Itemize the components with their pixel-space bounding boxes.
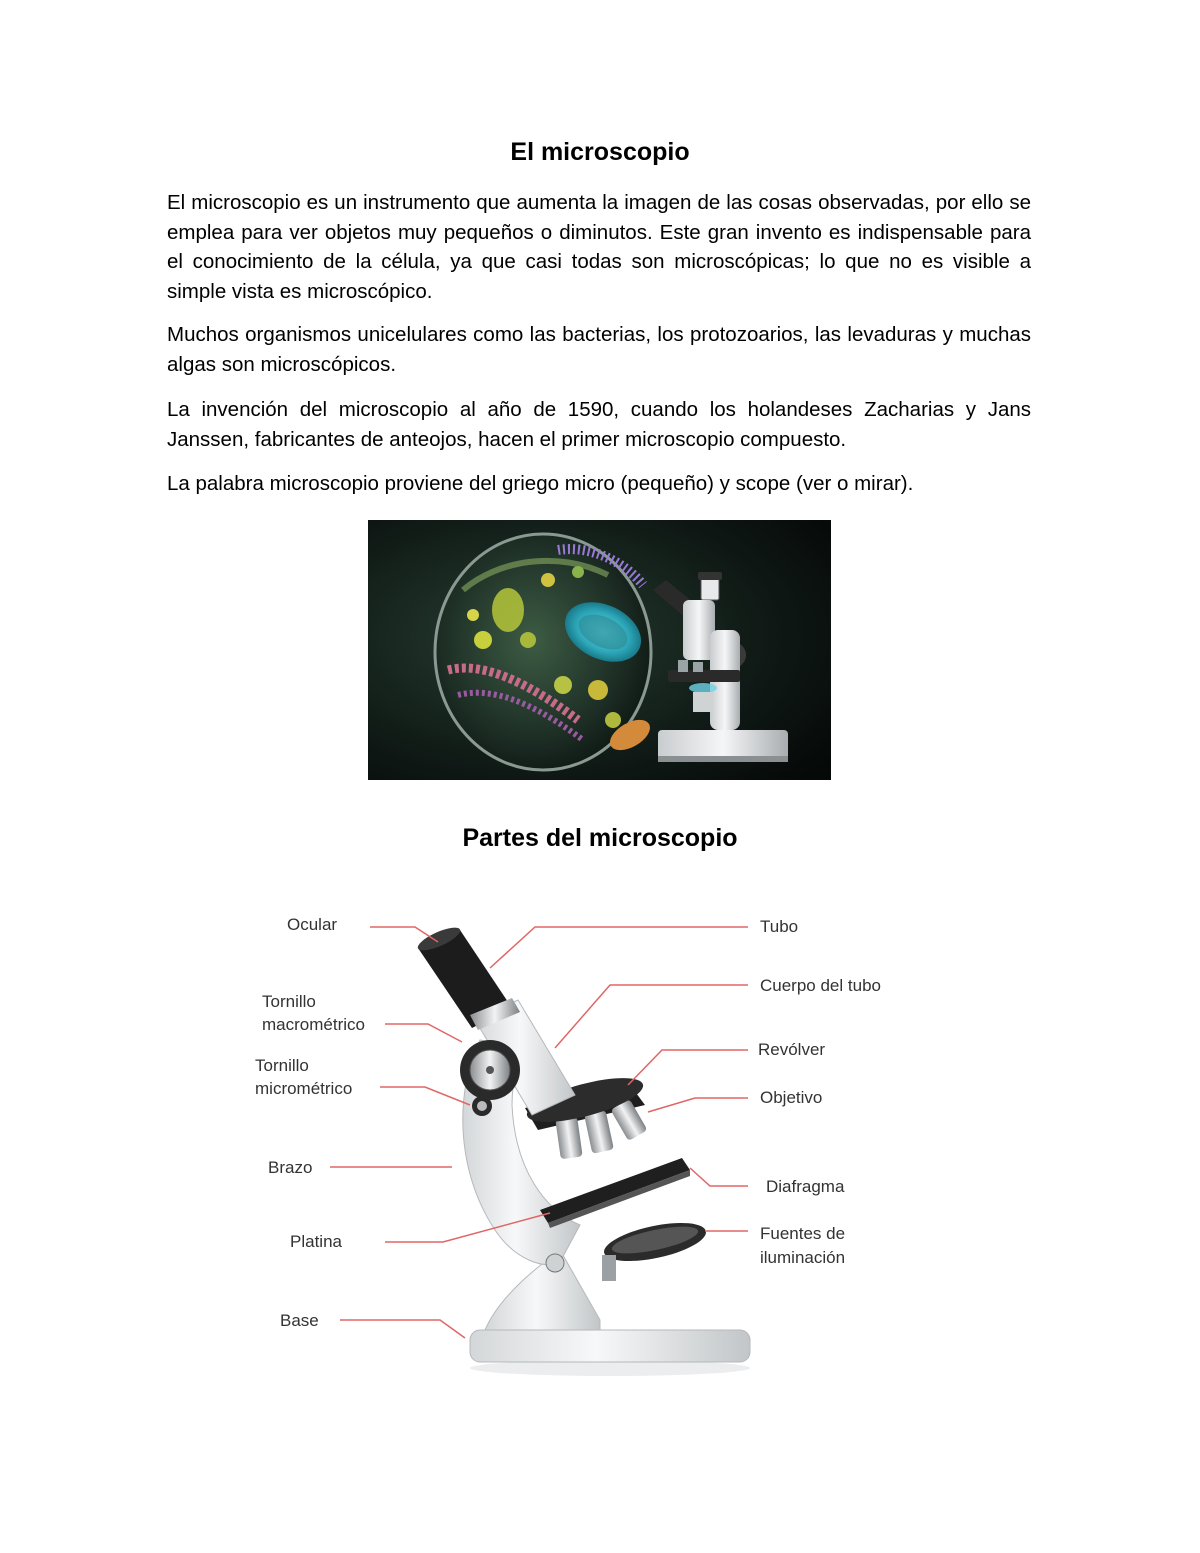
label-tornillo-macro-2: macrométrico (262, 1015, 365, 1034)
label-brazo: Brazo (268, 1158, 313, 1177)
label-fuentes-1: Fuentes de (760, 1224, 846, 1243)
fine-focus-knob (472, 1096, 492, 1116)
label-tornillo-micro-1: Tornillo (255, 1056, 309, 1075)
label-base: Base (280, 1311, 319, 1330)
label-revolver: Revólver (758, 1040, 826, 1059)
label-fuentes-2: iluminación (760, 1248, 846, 1267)
eyepiece (415, 923, 520, 1030)
coarse-focus-knob (460, 1040, 520, 1100)
paragraph-invention: La invención del microscopio al año de 1590, cuando los holandeses Zacharias y Jans Janssen, fabricantes de anteojos, hacen el primer microscopio compuesto. (167, 398, 1031, 451)
section-title: Partes del microscopio (462, 824, 738, 852)
illumination-source (601, 1216, 709, 1281)
page-title: El microscopio (510, 138, 690, 166)
label-tornillo-micro-2: micrométrico (255, 1079, 353, 1098)
microscope-cell-illustration (368, 520, 831, 780)
label-objetivo: Objetivo (760, 1088, 823, 1107)
label-platina: Platina (290, 1232, 342, 1251)
label-ocular: Ocular (287, 915, 338, 934)
microscope-parts-diagram (250, 890, 950, 1400)
paragraph-definition: El microscopio es un instrumento que aumenta la imagen de las cosas observadas, por ello se emplea para ver objetos muy pequeños o diminutos. Este gran invento es indispensable para el conocimiento de la célula, ya que casi todas son microscópicas; lo que no es visible a simple vista es microscópico. (167, 191, 1031, 303)
label-diafragma: Diafragma (766, 1177, 845, 1196)
paragraph-etymology: La palabra microscopio proviene del griego micro (pequeño) y scope (ver o mirar). (167, 472, 914, 495)
label-tubo: Tubo (760, 917, 799, 936)
label-tornillo-macro-1: Tornillo (262, 992, 316, 1011)
paragraph-organisms: Muchos organismos unicelulares como las bacterias, los protozoarios, las levaduras y muchas algas son microscópicos. (167, 323, 1031, 376)
label-cuerpo-tubo: Cuerpo del tubo (760, 976, 881, 995)
